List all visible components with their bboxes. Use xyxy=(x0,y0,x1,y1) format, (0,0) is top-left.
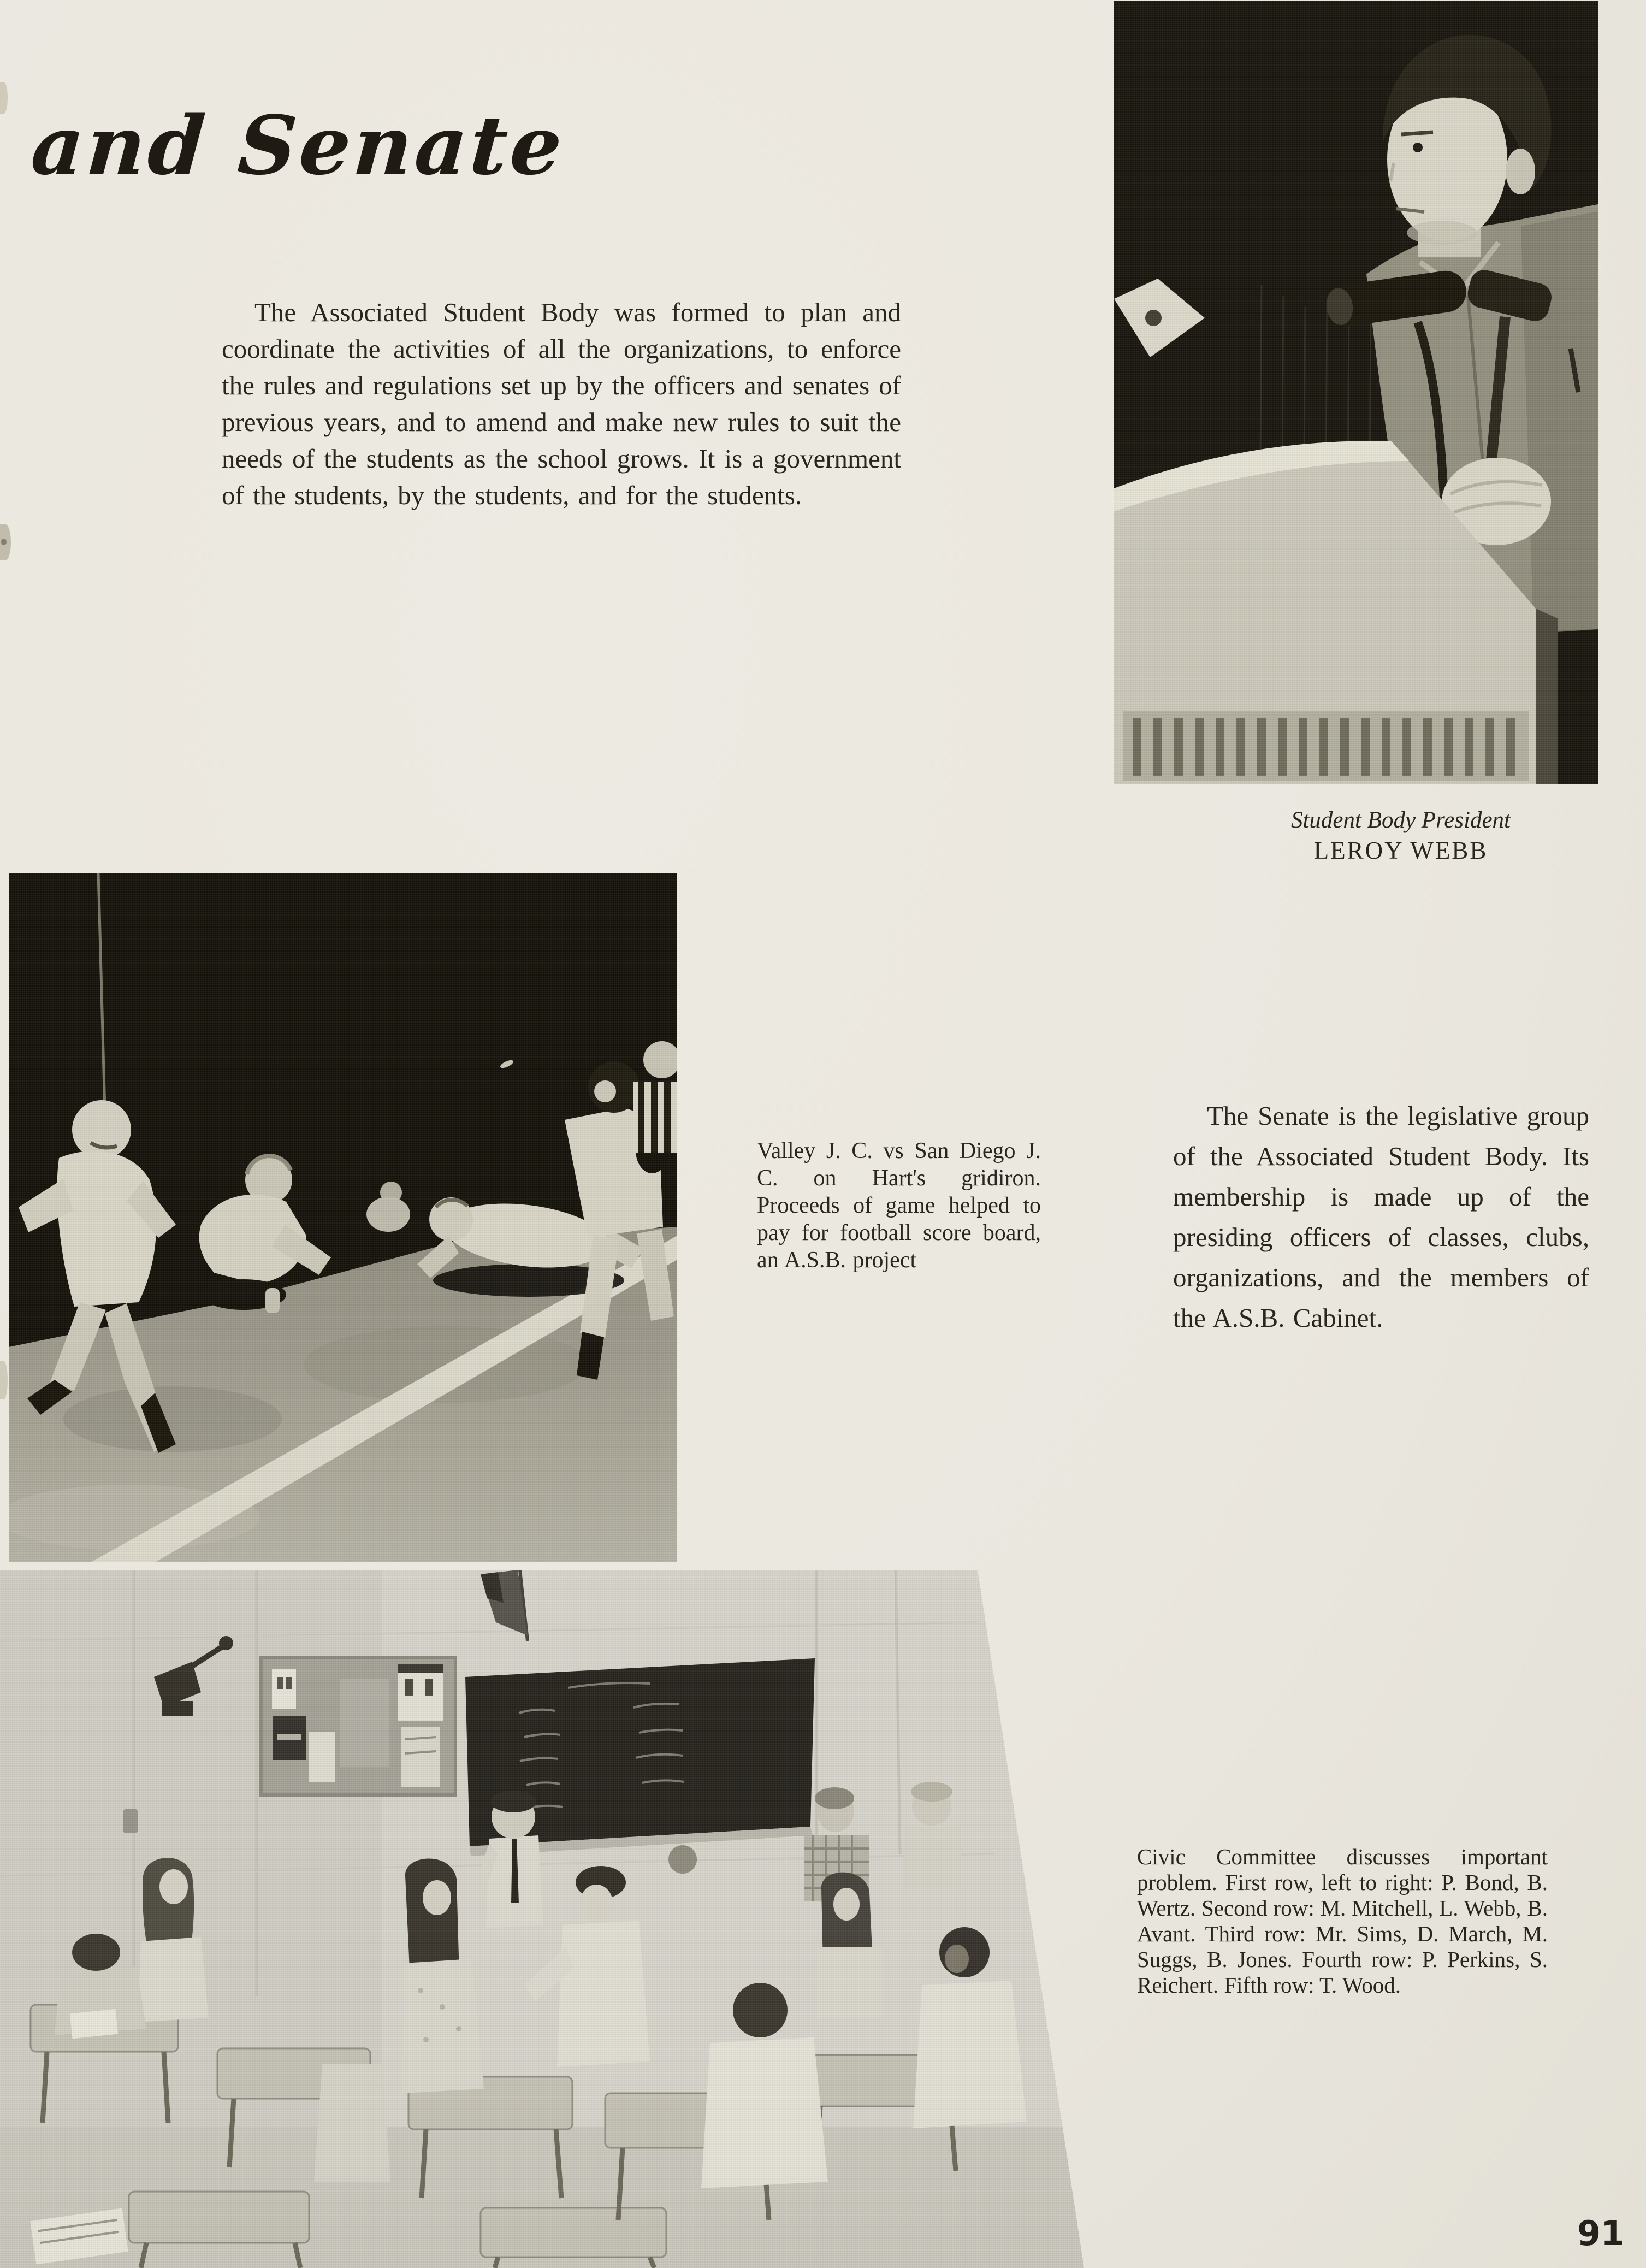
light-switch xyxy=(123,1809,138,1833)
scan-blemish xyxy=(0,524,11,560)
bulletin-board xyxy=(261,1657,455,1795)
scan-blemish xyxy=(0,1361,8,1399)
page-number: 91 xyxy=(1577,2213,1625,2253)
civic-committee-photo xyxy=(0,1570,1084,2268)
stool xyxy=(314,2064,390,2182)
page-title: and Senate xyxy=(28,98,568,193)
football-caption: Valley J. C. vs San Diego J. C. on Hart's gridiron. Proceeds of game helped to pay for football score board, an A.S.B. project xyxy=(757,1138,1041,1273)
senate-paragraph: The Senate is the legislative group of the Associated Student Body. Its membership is made up of the presiding officers of classes, clubs, organizations, and the members of the A.S.B. Cabinet. xyxy=(1173,1101,1589,1333)
president-photo xyxy=(1114,1,1598,784)
president-caption-name: LEROY WEBB xyxy=(1313,837,1488,864)
football-photo xyxy=(9,873,677,1562)
scan-blemish xyxy=(0,82,8,114)
president-caption-role: Student Body President xyxy=(1290,807,1511,833)
president-caption xyxy=(1182,806,1619,866)
civic-caption: Civic Committee discusses important problem. First row, left to right: P. Bond, B. Wertz. Second row: M. Mitchell, L. Webb, B. Avant. Third row: Mr. Sims, D. March, M. Suggs, B. Jones. Fourth row: P. Perkins, S. Reichert. Fifth row: T. Wood. xyxy=(1137,1844,1548,1998)
asb-paragraph: The Associated Student Body was formed to plan and coordinate the activities of all the organizations, to enforce the rules and regulations set up by the officers and senates of previous years, and to amend and make new rules to suit the needs of the students as the school grows. It is a government of the students, by the students, and for the students. xyxy=(222,297,901,510)
